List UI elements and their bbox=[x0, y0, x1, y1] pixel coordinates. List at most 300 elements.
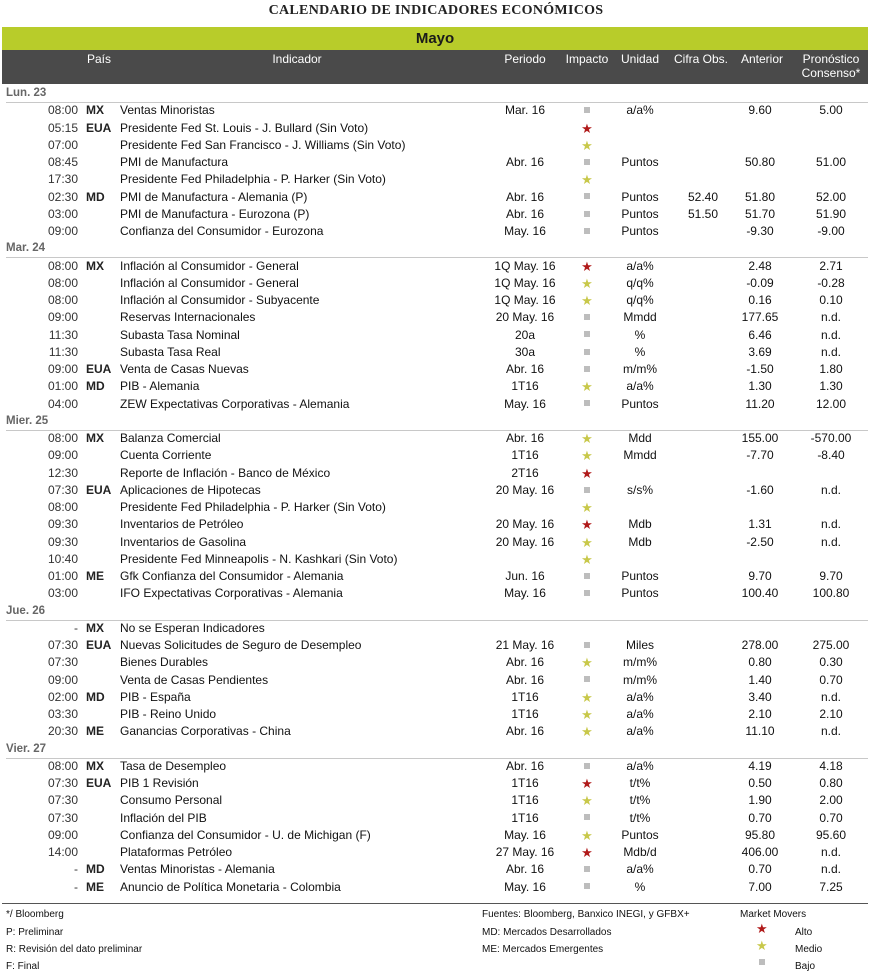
indicator-cell: PIB - Reino Unido bbox=[120, 707, 217, 721]
time-cell: 03:00 bbox=[47, 206, 78, 221]
indicator-cell: Inflación al Consumidor - Subyacente bbox=[120, 293, 320, 307]
country-cell: MX bbox=[86, 620, 104, 635]
day-label: Vier. 27 bbox=[6, 741, 868, 759]
low-impact-square-icon bbox=[584, 159, 590, 165]
time-cell: 10:40 bbox=[47, 551, 78, 566]
indicator-cell: Inventarios de Petróleo bbox=[120, 517, 244, 532]
unit-cell: Puntos bbox=[621, 569, 659, 583]
table-row bbox=[0, 792, 872, 809]
day-label: Lun. 23 bbox=[6, 85, 868, 103]
forecast-cell: 0.70 bbox=[819, 810, 843, 825]
forecast-cell: 5.00 bbox=[819, 103, 843, 118]
header-indicador: Indicador bbox=[272, 52, 322, 66]
time-cell: 20:30 bbox=[47, 724, 78, 739]
time-cell: 02:30 bbox=[47, 189, 78, 204]
unit-cell: Puntos bbox=[621, 586, 659, 601]
period-cell: Mar. 16 bbox=[504, 103, 546, 118]
table-row bbox=[0, 723, 872, 740]
unit-cell: % bbox=[634, 327, 646, 342]
impact-cell bbox=[574, 206, 600, 223]
table-row bbox=[0, 499, 872, 516]
forecast-cell: n.d. bbox=[820, 327, 841, 342]
indicator-cell: Subasta Tasa Real bbox=[120, 344, 221, 359]
legend-alto: Alto bbox=[795, 927, 813, 938]
period-cell: 1Q May. 16 bbox=[494, 275, 556, 290]
forecast-cell: 1.30 bbox=[819, 379, 843, 394]
country-cell: EUA bbox=[86, 120, 112, 135]
low-impact-square-icon bbox=[584, 366, 590, 372]
header-pronostico bbox=[796, 52, 866, 80]
time-cell: 08:00 bbox=[47, 431, 78, 445]
header-impacto: Impacto bbox=[565, 52, 609, 66]
previous-cell: 2.10 bbox=[748, 707, 772, 721]
indicator-cell: Venta de Casas Nuevas bbox=[120, 362, 249, 376]
header-cifra-obs: Cifra Obs. bbox=[673, 52, 728, 66]
previous-cell: 177.65 bbox=[741, 310, 779, 325]
period-cell: 1Q May. 16 bbox=[494, 293, 556, 307]
impact-cell bbox=[574, 689, 600, 707]
forecast-cell: -8.40 bbox=[817, 448, 845, 463]
period-cell: Abr. 16 bbox=[505, 862, 545, 877]
forecast-cell: 95.60 bbox=[815, 827, 847, 842]
country-cell: MX bbox=[86, 431, 104, 445]
medium-impact-star-icon: ★ bbox=[581, 707, 593, 722]
impact-cell bbox=[574, 258, 600, 276]
forecast-cell: n.d. bbox=[820, 862, 841, 877]
period-cell: 20 May. 16 bbox=[495, 534, 555, 549]
low-impact-square-icon bbox=[584, 573, 590, 579]
country-cell: ME bbox=[86, 569, 104, 583]
high-impact-star-icon: ★ bbox=[581, 120, 593, 136]
indicator-cell: Inflación al Consumidor - General bbox=[120, 275, 299, 290]
time-cell: - bbox=[74, 879, 78, 894]
time-cell: 03:00 bbox=[47, 586, 78, 601]
indicator-cell: Presidente Fed Minneapolis - N. Kashkari (Sin Voto) bbox=[120, 551, 398, 566]
previous-cell: 0.70 bbox=[748, 862, 772, 877]
unit-cell: % bbox=[634, 879, 646, 894]
medium-impact-star-icon: ★ bbox=[581, 724, 593, 740]
unit-cell: Puntos bbox=[621, 827, 659, 842]
forecast-cell: 9.70 bbox=[819, 569, 843, 583]
previous-cell: -1.60 bbox=[746, 482, 774, 497]
indicator-cell: No se Esperan Indicadores bbox=[120, 620, 265, 635]
header-unidad: Unidad bbox=[620, 52, 660, 66]
forecast-cell: 51.00 bbox=[815, 155, 847, 169]
previous-cell: 7.00 bbox=[748, 879, 772, 894]
period-cell: 1T16 bbox=[511, 793, 539, 808]
time-cell: 11:30 bbox=[48, 327, 78, 342]
high-impact-star-icon: ★ bbox=[581, 845, 593, 860]
medium-impact-star-icon: ★ bbox=[581, 534, 593, 550]
table-row bbox=[0, 568, 872, 585]
table-row bbox=[0, 120, 872, 137]
impact-cell bbox=[574, 309, 600, 326]
impact-cell bbox=[574, 396, 600, 413]
period-cell: 1T16 bbox=[511, 448, 539, 463]
period-cell: Abr. 16 bbox=[505, 431, 545, 445]
period-cell: 30a bbox=[514, 344, 536, 359]
impact-cell bbox=[574, 758, 600, 775]
note-final: F: Final bbox=[6, 961, 40, 972]
period-cell: 20 May. 16 bbox=[495, 517, 555, 532]
header-pronostico-line2: Consenso* bbox=[801, 66, 861, 80]
period-cell: Jun. 16 bbox=[505, 569, 545, 583]
table-row bbox=[0, 879, 872, 896]
observed-cell: 52.40 bbox=[687, 189, 718, 204]
table-row bbox=[0, 258, 872, 275]
forecast-cell: -570.00 bbox=[810, 431, 852, 445]
indicator-cell: Inflación al Consumidor - General bbox=[120, 258, 299, 273]
impact-cell bbox=[574, 534, 600, 552]
time-cell: 01:00 bbox=[47, 379, 78, 394]
forecast-cell: n.d. bbox=[820, 344, 841, 359]
impact-cell bbox=[574, 861, 600, 878]
indicator-cell: Confianza del Consumidor - Eurozona bbox=[120, 224, 324, 238]
indicator-cell: PMI de Manufactura bbox=[120, 155, 229, 169]
indicator-cell: Presidente Fed San Francisco - J. Williams (Sin Voto) bbox=[120, 137, 406, 152]
table-row bbox=[0, 102, 872, 119]
table-row bbox=[0, 344, 872, 361]
period-cell: 21 May. 16 bbox=[495, 638, 555, 652]
table-row bbox=[0, 430, 872, 447]
period-cell: 1Q May. 16 bbox=[494, 258, 556, 273]
impact-cell bbox=[574, 585, 600, 602]
low-impact-square-icon bbox=[584, 590, 590, 596]
period-cell: Abr. 16 bbox=[505, 206, 545, 221]
impact-cell bbox=[574, 344, 600, 361]
table-row bbox=[0, 361, 872, 378]
market-movers-title: Market Movers bbox=[740, 909, 807, 920]
indicator-cell: Presidente Fed Philadelphia - P. Harker (Sin Voto) bbox=[120, 500, 386, 514]
high-impact-star-icon: ★ bbox=[581, 776, 593, 791]
table-row bbox=[0, 137, 872, 154]
impact-cell bbox=[574, 775, 600, 793]
table-row bbox=[0, 275, 872, 292]
previous-cell: 50.80 bbox=[744, 155, 776, 169]
forecast-cell: 0.10 bbox=[819, 293, 843, 307]
previous-cell: 95.80 bbox=[744, 827, 776, 842]
impact-cell bbox=[574, 189, 600, 206]
time-cell: 08:00 bbox=[47, 275, 78, 290]
impact-cell bbox=[574, 844, 600, 862]
day-header-row bbox=[0, 85, 872, 102]
medium-impact-star-icon: ★ bbox=[581, 293, 593, 308]
impact-cell bbox=[574, 516, 600, 534]
header-anterior: Anterior bbox=[740, 52, 784, 66]
period-cell: 1T16 bbox=[511, 776, 539, 790]
medium-impact-star-icon: ★ bbox=[581, 500, 593, 515]
note-preliminar: P: Preliminar bbox=[6, 927, 64, 938]
time-cell: 07:30 bbox=[47, 793, 78, 808]
footer-md: MD: Mercados Desarrollados bbox=[482, 927, 612, 938]
note-revision: R: Revisión del dato preliminar bbox=[6, 944, 143, 955]
impact-cell bbox=[574, 137, 600, 155]
time-cell: - bbox=[74, 620, 78, 635]
country-cell: MD bbox=[86, 862, 105, 877]
indicator-cell: Ganancias Corporativas - China bbox=[120, 724, 291, 739]
low-impact-square-icon bbox=[584, 763, 590, 769]
indicator-cell: Plataformas Petróleo bbox=[120, 845, 233, 859]
indicator-cell: Consumo Personal bbox=[120, 793, 223, 808]
low-impact-square-icon bbox=[584, 314, 590, 320]
previous-cell: -2.50 bbox=[746, 534, 774, 549]
indicator-cell: PMI de Manufactura - Alemania (P) bbox=[120, 189, 308, 204]
indicator-cell: Tasa de Desempleo bbox=[120, 758, 227, 773]
time-cell: 09:30 bbox=[47, 517, 78, 532]
indicator-cell: Reservas Internacionales bbox=[120, 310, 256, 325]
low-impact-square-icon bbox=[584, 107, 590, 113]
previous-cell: 278.00 bbox=[741, 638, 779, 652]
impact-cell bbox=[574, 827, 600, 845]
table-row bbox=[0, 154, 872, 171]
period-cell: May. 16 bbox=[504, 396, 546, 411]
indicator-cell: Anuncio de Política Monetaria - Colombia bbox=[120, 879, 341, 894]
previous-cell: -7.70 bbox=[746, 448, 774, 463]
period-cell: Abr. 16 bbox=[505, 672, 545, 687]
medium-impact-star-icon: ★ bbox=[581, 655, 593, 671]
unit-cell: q/q% bbox=[626, 293, 654, 307]
high-impact-star-icon: ★ bbox=[581, 258, 593, 274]
unit-cell: a/a% bbox=[626, 103, 654, 118]
legend-low-square-icon bbox=[759, 958, 765, 969]
unit-cell: Miles bbox=[625, 638, 654, 652]
low-impact-square-icon bbox=[584, 814, 590, 820]
medium-impact-star-icon: ★ bbox=[581, 379, 593, 395]
unit-cell: t/t% bbox=[629, 810, 651, 825]
low-impact-square-icon bbox=[584, 487, 590, 493]
forecast-cell: 1.80 bbox=[819, 362, 843, 376]
table-row bbox=[0, 223, 872, 240]
time-cell: 09:00 bbox=[47, 448, 78, 463]
day-header-row bbox=[0, 741, 872, 758]
legend-bajo: Bajo bbox=[795, 961, 816, 972]
forecast-cell: 0.80 bbox=[819, 776, 843, 790]
time-cell: 02:00 bbox=[47, 689, 78, 704]
legend-medium-star-icon: ★ bbox=[756, 938, 768, 953]
table-row bbox=[0, 758, 872, 775]
time-cell: 08:00 bbox=[47, 103, 78, 118]
country-cell: ME bbox=[86, 724, 104, 739]
country-cell: MD bbox=[86, 189, 105, 204]
medium-impact-star-icon: ★ bbox=[581, 551, 593, 567]
time-cell: 09:30 bbox=[47, 534, 78, 549]
table-row bbox=[0, 189, 872, 206]
previous-cell: 4.19 bbox=[748, 758, 772, 773]
indicator-cell: Ventas Minoristas bbox=[120, 103, 215, 118]
forecast-cell: n.d. bbox=[820, 724, 841, 739]
previous-cell: 9.70 bbox=[748, 569, 772, 583]
impact-cell bbox=[574, 171, 600, 189]
period-cell: May. 16 bbox=[504, 879, 546, 894]
forecast-cell: n.d. bbox=[820, 482, 841, 497]
previous-cell: -9.30 bbox=[746, 224, 774, 238]
impact-cell bbox=[574, 672, 600, 689]
time-cell: 08:00 bbox=[47, 500, 78, 514]
medium-impact-star-icon: ★ bbox=[581, 827, 593, 843]
period-cell: 20 May. 16 bbox=[495, 482, 555, 497]
medium-impact-star-icon: ★ bbox=[581, 137, 593, 153]
page-title: CALENDARIO DE INDICADORES ECONÓMICOS bbox=[268, 3, 604, 18]
table-row bbox=[0, 327, 872, 344]
day-header-row bbox=[0, 413, 872, 430]
low-impact-square-icon bbox=[584, 211, 590, 217]
forecast-cell: 2.10 bbox=[819, 707, 843, 721]
time-cell: 12:30 bbox=[47, 465, 78, 480]
indicator-cell: Confianza del Consumidor - U. de Michigan (F) bbox=[120, 827, 371, 842]
table-row bbox=[0, 378, 872, 395]
low-impact-square-icon bbox=[584, 193, 590, 199]
impact-cell bbox=[574, 723, 600, 741]
previous-cell: -0.09 bbox=[746, 275, 774, 290]
impact-cell bbox=[574, 654, 600, 672]
indicator-cell: Subasta Tasa Nominal bbox=[120, 327, 240, 342]
unit-cell: Mdb bbox=[628, 534, 652, 549]
medium-impact-star-icon: ★ bbox=[581, 448, 593, 464]
unit-cell: Mdb bbox=[628, 517, 652, 532]
period-cell: 1T16 bbox=[511, 689, 539, 704]
indicator-cell: Reporte de Inflación - Banco de México bbox=[120, 465, 331, 480]
table-row bbox=[0, 447, 872, 464]
table-row bbox=[0, 292, 872, 309]
time-cell: 07:30 bbox=[47, 655, 78, 670]
indicator-cell: PIB - España bbox=[120, 689, 191, 704]
header-pronostico-line1: Pronóstico bbox=[802, 52, 860, 66]
unit-cell: Puntos bbox=[621, 224, 659, 238]
indicator-table bbox=[0, 85, 872, 896]
footer-divider bbox=[2, 903, 868, 904]
impact-cell bbox=[574, 361, 600, 378]
forecast-cell: n.d. bbox=[820, 534, 841, 549]
country-cell: MD bbox=[86, 379, 105, 394]
previous-cell: 51.70 bbox=[744, 206, 776, 221]
header-periodo: Periodo bbox=[504, 52, 546, 66]
forecast-cell: n.d. bbox=[820, 517, 841, 532]
indicator-cell: PIB - Alemania bbox=[120, 379, 200, 394]
indicator-cell: ZEW Expectativas Corporativas - Alemania bbox=[120, 396, 350, 411]
previous-cell: 6.46 bbox=[748, 327, 772, 342]
table-row bbox=[0, 171, 872, 188]
table-row bbox=[0, 861, 872, 878]
previous-cell: 3.69 bbox=[748, 344, 772, 359]
impact-cell bbox=[574, 568, 600, 585]
country-cell: EUA bbox=[86, 638, 112, 652]
table-row bbox=[0, 620, 872, 637]
unit-cell: a/a% bbox=[626, 689, 654, 704]
medium-impact-star-icon: ★ bbox=[581, 793, 593, 809]
time-cell: 09:00 bbox=[47, 310, 78, 325]
forecast-cell: n.d. bbox=[820, 310, 841, 325]
forecast-cell: 0.70 bbox=[819, 672, 843, 687]
unit-cell: t/t% bbox=[629, 776, 651, 790]
indicator-cell: Venta de Casas Pendientes bbox=[120, 672, 269, 687]
table-row bbox=[0, 844, 872, 861]
indicator-cell: Nuevas Solicitudes de Seguro de Desempleo bbox=[120, 638, 362, 652]
time-cell: 07:30 bbox=[47, 810, 78, 825]
impact-cell bbox=[574, 499, 600, 517]
table-header bbox=[2, 50, 868, 84]
time-cell: 08:00 bbox=[47, 293, 78, 307]
time-cell: 07:00 bbox=[47, 137, 78, 152]
legend-medio: Medio bbox=[795, 944, 823, 955]
time-cell: 08:00 bbox=[47, 258, 78, 273]
impact-cell bbox=[574, 275, 600, 293]
unit-cell: a/a% bbox=[626, 258, 654, 273]
table-row bbox=[0, 516, 872, 533]
impact-cell bbox=[574, 551, 600, 569]
forecast-cell: 2.71 bbox=[819, 258, 843, 273]
time-cell: 04:00 bbox=[47, 396, 78, 411]
table-row bbox=[0, 534, 872, 551]
table-row bbox=[0, 585, 872, 602]
time-cell: 08:00 bbox=[47, 758, 78, 773]
medium-impact-star-icon: ★ bbox=[581, 689, 593, 705]
table-row bbox=[0, 309, 872, 326]
impact-cell bbox=[574, 154, 600, 171]
table-row bbox=[0, 810, 872, 827]
period-cell: Abr. 16 bbox=[505, 758, 545, 773]
period-cell: 1T16 bbox=[511, 810, 539, 825]
time-cell: 09:00 bbox=[47, 672, 78, 687]
forecast-cell: 52.00 bbox=[815, 189, 847, 204]
time-cell: 09:00 bbox=[47, 827, 78, 842]
period-cell: 1T16 bbox=[511, 379, 539, 394]
high-impact-star-icon: ★ bbox=[581, 465, 593, 481]
table-row bbox=[0, 482, 872, 499]
high-impact-star-icon: ★ bbox=[581, 517, 593, 533]
forecast-cell: n.d. bbox=[820, 689, 841, 704]
low-impact-square-icon bbox=[584, 866, 590, 872]
unit-cell: q/q% bbox=[626, 275, 654, 290]
day-header-row bbox=[0, 603, 872, 620]
previous-cell: 3.40 bbox=[748, 689, 772, 704]
unit-cell: Puntos bbox=[621, 206, 659, 221]
footer-me: ME: Mercados Emergentes bbox=[482, 944, 604, 955]
period-cell: May. 16 bbox=[504, 586, 546, 601]
unit-cell: a/a% bbox=[626, 379, 654, 394]
time-cell: 07:30 bbox=[47, 482, 78, 497]
day-label: Mier. 25 bbox=[6, 413, 868, 431]
impact-cell bbox=[574, 327, 600, 344]
previous-cell: 1.90 bbox=[748, 793, 772, 808]
time-cell: 09:00 bbox=[47, 224, 78, 238]
impact-cell bbox=[574, 465, 600, 483]
table-row bbox=[0, 396, 872, 413]
previous-cell: 11.10 bbox=[745, 724, 775, 739]
time-cell: 03:30 bbox=[47, 707, 78, 721]
low-impact-square-icon bbox=[584, 400, 590, 406]
header-pais: País bbox=[86, 52, 111, 66]
previous-cell: 11.20 bbox=[745, 396, 775, 411]
unit-cell: m/m% bbox=[623, 362, 657, 376]
unit-cell: a/a% bbox=[626, 707, 654, 721]
impact-cell bbox=[574, 120, 600, 138]
period-cell: 20a bbox=[514, 327, 536, 342]
country-cell: EUA bbox=[86, 482, 112, 497]
note-bloomberg: */ Bloomberg bbox=[6, 909, 64, 920]
previous-cell: 0.70 bbox=[748, 810, 772, 825]
period-cell: Abr. 16 bbox=[505, 655, 545, 670]
unit-cell: a/a% bbox=[626, 724, 654, 739]
unit-cell: Puntos bbox=[621, 396, 659, 411]
medium-impact-star-icon: ★ bbox=[581, 431, 593, 446]
time-cell: 08:45 bbox=[47, 155, 78, 169]
unit-cell: m/m% bbox=[623, 672, 657, 687]
period-cell: 20 May. 16 bbox=[495, 310, 555, 325]
indicator-cell: Bienes Durables bbox=[120, 655, 209, 670]
indicator-cell: Ventas Minoristas - Alemania bbox=[120, 862, 275, 877]
legend-high-star-icon: ★ bbox=[756, 921, 768, 936]
forecast-cell: -0.28 bbox=[817, 275, 845, 290]
